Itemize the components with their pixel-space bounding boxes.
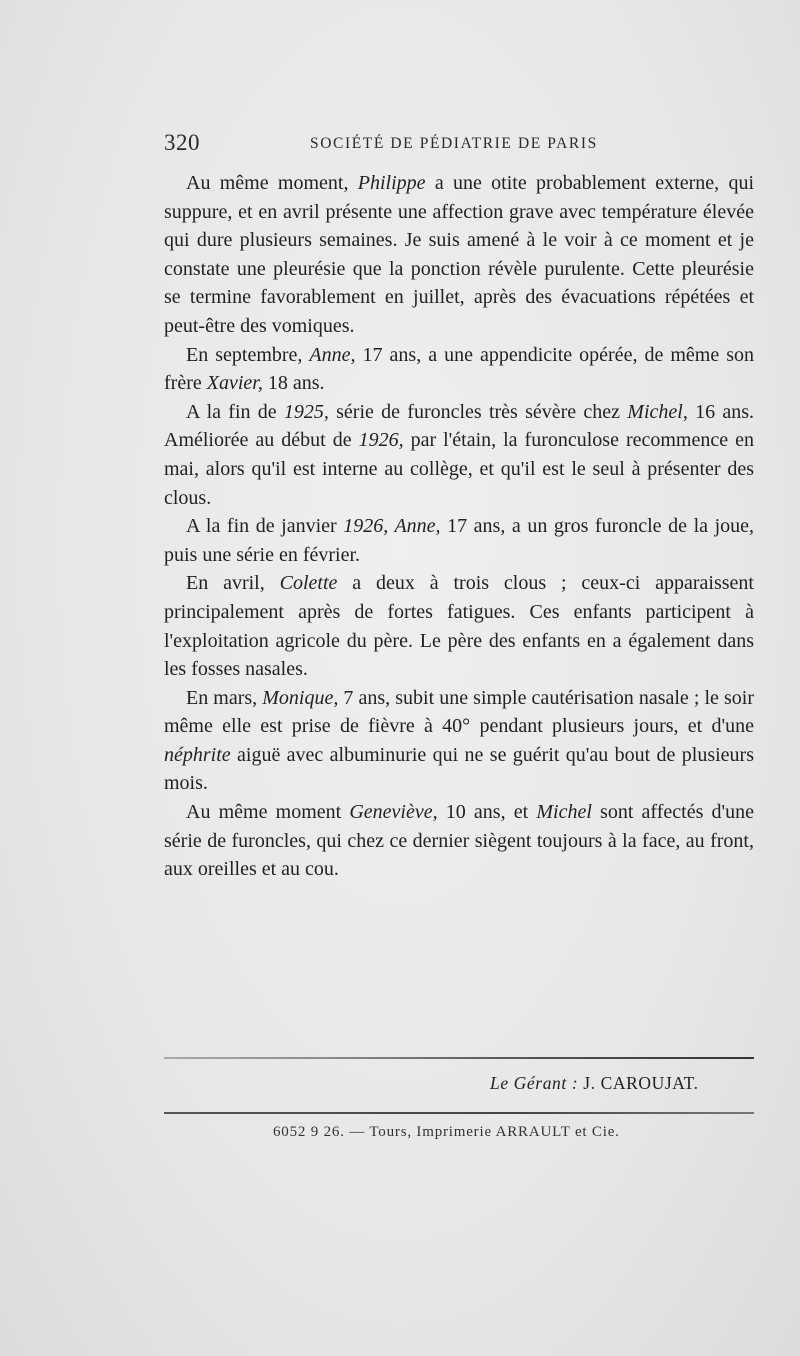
text-run: aiguë avec albuminurie qui ne se guérit qu'au bout de plusieurs mois. (164, 743, 754, 795)
paragraph (164, 512, 754, 569)
italic-text: Philippe (357, 172, 426, 194)
paragraph (164, 684, 754, 798)
text-run: sont affectés d'une série de furoncles, qui chez ce dernier siègent toujours à la face, au front, aux oreilles et au cou. (164, 801, 755, 881)
body-text (164, 169, 754, 884)
italic-text: Michel (536, 801, 592, 824)
text-run: 17 ans, a un gros furoncle de la joue, puis une série en février. (164, 515, 755, 566)
italic-text: 1925, (283, 400, 329, 423)
text-run: En avril, (186, 572, 280, 595)
italic-text: Anne, (309, 343, 356, 366)
text-run: 7 ans, subit une simple cautérisation nasale ; le soir même elle est prise de fièvre à 40° pendant plusieurs jours, et d'une (164, 686, 755, 738)
text-run: a deux à trois clous ; ceux-ci apparaissent principalement après de fortes fatigues. Ces enfants participent à l'exploitation agricole du père. Le père des enfants en a également dans les fosses nasales. (164, 572, 754, 681)
italic-text: Michel, (627, 400, 688, 423)
text-run: par l'étain, la furonculose recommence en mai, alors qu'il est interne au collège, et qu'il est le seul à présenter des clous. (164, 429, 754, 509)
paragraph (164, 569, 754, 683)
text-run: A la fin de janvier (186, 515, 344, 538)
page-number: 320 (164, 130, 200, 155)
italic-text: Geneviève, (349, 801, 438, 824)
running-head: SOCIÉTÉ DE PÉDIATRIE DE PARIS (310, 135, 598, 152)
text-run: En mars, (186, 686, 263, 709)
text-run: a une otite probablement externe, qui suppure, et en avril présente une affection grave avec température élevée qui dure plusieurs semaines. Je suis amené à le voir à ce moment et je constate une pleurésie que la ponction révèle purulente. Cette pleurésie se termine favorablement en juillet, après des évacuations répétées et peut-être des vomiques. (164, 172, 754, 337)
text-run: 10 ans, et (437, 801, 537, 824)
footer-rule-bottom (164, 1112, 754, 1114)
text-run: 18 ans. (262, 372, 325, 395)
page-header (164, 130, 754, 158)
paragraph (164, 798, 754, 884)
manager-signature (490, 1073, 699, 1094)
manager-name: J. CAROUJAT. (583, 1073, 699, 1093)
paragraph (164, 169, 754, 341)
text-run: 17 ans, a une appendicite opérée, de même son frère (164, 343, 754, 395)
text-run: série de furoncles très sévère chez (328, 400, 628, 423)
text-run: A la fin de (186, 400, 284, 423)
text-run: 16 ans. Améliorée au début de (164, 400, 754, 452)
text-run: Au même moment, (186, 172, 358, 194)
italic-text: néphrite (164, 743, 231, 766)
manager-label: Le Gérant : (490, 1073, 579, 1093)
printer-imprint: 6052 9 26. — Tours, Imprimerie ARRAULT et Cie. (273, 1124, 620, 1140)
italic-text: 1926, (358, 429, 404, 452)
italic-text: 1926, Anne, (343, 515, 441, 538)
paragraph (164, 341, 754, 398)
paragraph (164, 398, 754, 512)
text-run: En septembre, (186, 343, 310, 366)
italic-text: Colette (279, 572, 338, 595)
italic-text: Xavier, (206, 372, 263, 395)
italic-text: Monique, (262, 686, 339, 709)
text-run: Au même moment (186, 801, 350, 824)
footer-rule-top (164, 1057, 754, 1059)
